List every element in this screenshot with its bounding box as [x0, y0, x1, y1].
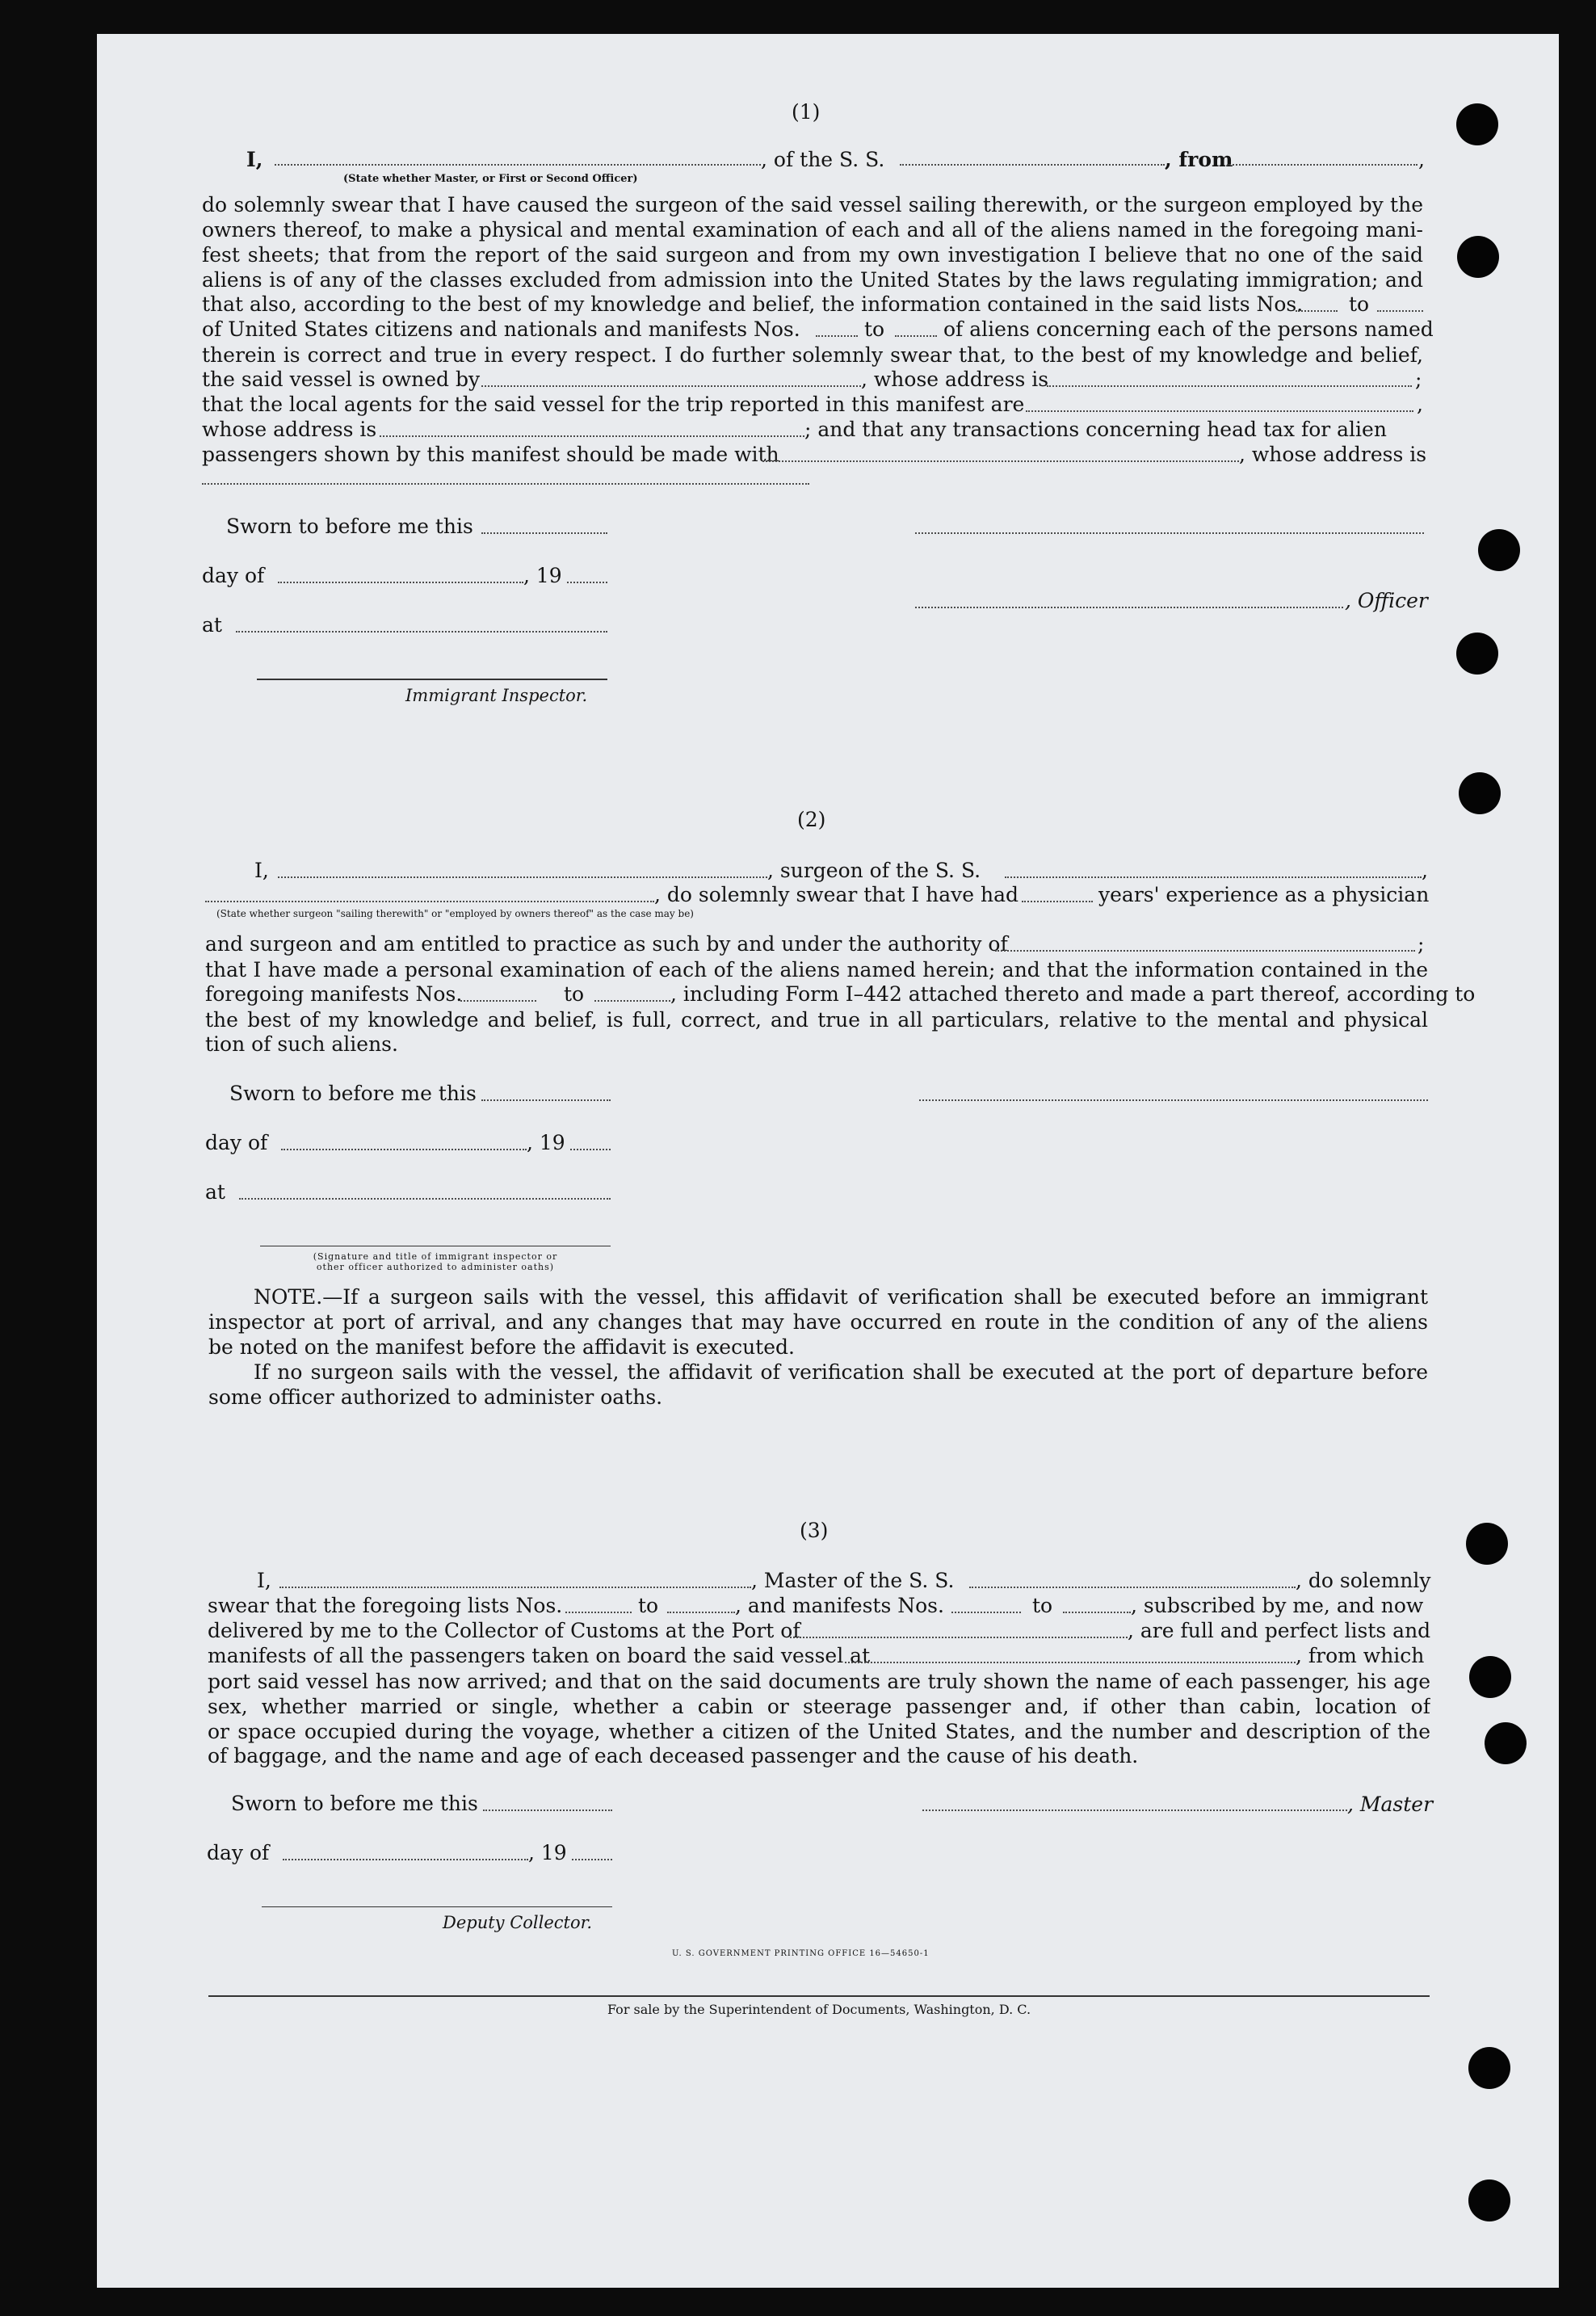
- punch-hole: [1466, 1523, 1508, 1565]
- text-line: NOTE.—If a surgeon sails with the vessel, this affidavit of verification shall be executed before an immigrant: [254, 1285, 1428, 1309]
- field-list-from[interactable]: [1296, 310, 1338, 312]
- field-ship-name[interactable]: [969, 1587, 1296, 1588]
- field-from-port[interactable]: [1227, 164, 1418, 166]
- field-surgeon-status[interactable]: [205, 901, 654, 902]
- label: , 19: [527, 1131, 565, 1154]
- punch-hole: [1468, 2047, 1510, 2089]
- field-signature[interactable]: [919, 1099, 1428, 1101]
- label: foregoing manifests Nos.: [205, 982, 463, 1006]
- label: , 19: [523, 564, 562, 587]
- label: Sworn to before me this: [231, 1792, 478, 1815]
- field-owner-address[interactable]: [1047, 385, 1412, 387]
- field-authority[interactable]: [995, 950, 1415, 952]
- field-note: other officer authorized to administer oaths): [316, 1262, 555, 1272]
- paragraph-note: [208, 1284, 1428, 1410]
- label: ; and that any transactions concerning head tax for alien: [804, 418, 1387, 441]
- field-master-signature[interactable]: [922, 1810, 1347, 1811]
- field-manifest-from[interactable]: [951, 1612, 1021, 1613]
- field-contact-address[interactable]: [202, 483, 809, 485]
- paragraph-oath: [208, 1669, 1430, 1744]
- label: to: [564, 982, 585, 1006]
- field-signature[interactable]: [915, 532, 1424, 534]
- paragraph-oath: [205, 957, 1428, 982]
- signature-line[interactable]: [262, 1906, 612, 1907]
- field-sworn-day[interactable]: [481, 532, 607, 534]
- punch-hole: [1478, 529, 1520, 571]
- field-owner[interactable]: [481, 385, 861, 387]
- text-line: tion of such aliens.: [205, 1032, 398, 1056]
- label: , subscribed by me, and now: [1131, 1594, 1424, 1617]
- label: to: [1349, 292, 1370, 316]
- section-number: (3): [800, 1519, 829, 1542]
- label: to: [1032, 1594, 1053, 1617]
- printer-imprint: U. S. GOVERNMENT PRINTING OFFICE 16—54650-1: [672, 1949, 930, 1958]
- punch-hole: [1459, 772, 1501, 814]
- text-line: sex, whether married or single, whether a cabin or steerage passenger and, if other than cabin, location of: [208, 1695, 1430, 1718]
- text-line: therein is correct and true in every respect. I do further solemnly swear that, to the best of my knowledge and belief,: [202, 343, 1423, 367]
- field-month[interactable]: [281, 1149, 527, 1150]
- text-line: that also, according to the best of my knowledge and belief, the information contained in the said lists Nos.: [202, 292, 1304, 316]
- punch-hole: [1456, 103, 1498, 145]
- section-number: (1): [792, 100, 821, 124]
- field-list-from[interactable]: [565, 1612, 632, 1613]
- label: , of the S. S.: [761, 148, 885, 171]
- field-local-agents[interactable]: [1026, 410, 1413, 412]
- label: , Officer: [1345, 589, 1428, 612]
- field-list-to[interactable]: [667, 1612, 735, 1613]
- label: years' experience as a physician: [1098, 883, 1430, 906]
- field-years[interactable]: [1022, 901, 1093, 902]
- field-officer-signature[interactable]: [915, 607, 1343, 608]
- text-line: of baggage, and the name and age of each deceased passenger and the cause of his death.: [208, 1744, 1139, 1767]
- field-manifest-to[interactable]: [594, 1000, 670, 1002]
- field-month[interactable]: [283, 1859, 528, 1860]
- text-line: of aliens concerning each of the persons named: [943, 317, 1434, 341]
- label: , 19: [528, 1841, 567, 1864]
- field-master-name[interactable]: [279, 1587, 751, 1588]
- text-line: some officer authorized to administer oaths.: [208, 1385, 663, 1409]
- field-year[interactable]: [567, 582, 607, 583]
- sale-notice: For sale by the Superintendent of Documents, Washington, D. C.: [607, 2002, 1031, 2017]
- field-month[interactable]: [278, 582, 523, 583]
- label: Sworn to before me this: [226, 515, 473, 538]
- label: ,: [1418, 148, 1425, 171]
- label: Sworn to before me this: [229, 1082, 477, 1105]
- label: , from which: [1296, 1644, 1425, 1667]
- label: delivered by me to the Collector of Customs at the Port of: [208, 1619, 800, 1642]
- field-place[interactable]: [239, 1198, 611, 1200]
- field-manifest-from[interactable]: [816, 335, 858, 337]
- field-year[interactable]: [572, 1859, 612, 1860]
- label: , Master of the S. S.: [751, 1569, 955, 1592]
- field-year[interactable]: [570, 1149, 611, 1150]
- field-ship-name[interactable]: [900, 164, 1165, 166]
- label: at: [205, 1180, 225, 1204]
- field-place[interactable]: [236, 631, 607, 633]
- label: , including Form I–442 attached thereto and made a part thereof, according to: [670, 982, 1476, 1006]
- label: , do solemnly swear that I have had: [654, 883, 1019, 906]
- punch-hole: [1468, 2179, 1510, 2221]
- text-line: the best of my knowledge and belief, is full, correct, and true in all particulars, relative to the mental and physical: [205, 1008, 1428, 1032]
- text-line: If no surgeon sails with the vessel, the affidavit of verification shall be executed at the port of departure before: [254, 1360, 1428, 1384]
- label: , surgeon of the S. S.: [767, 859, 981, 882]
- label: swear that the foregoing lists Nos.: [208, 1594, 563, 1617]
- label: the said vessel is owned by: [202, 368, 481, 391]
- punch-hole: [1469, 1656, 1511, 1698]
- label: and surgeon and am entitled to practice as such by and under the authority of: [205, 932, 1008, 956]
- text-line: do solemnly swear that I have caused the surgeon of the said vessel sailing therewith, or the surgeon employed by the: [202, 193, 1423, 216]
- label: , and manifests Nos.: [735, 1594, 944, 1617]
- paragraph-oath: [205, 1007, 1428, 1032]
- label: ,: [1417, 393, 1423, 416]
- label: , whose address is: [1239, 443, 1427, 466]
- label: day of: [205, 1131, 268, 1154]
- text-line: inspector at port of arrival, and any changes that may have occurred en route in the condition of any of the aliens: [208, 1310, 1428, 1334]
- label: I,: [254, 859, 269, 882]
- label: to: [864, 317, 885, 341]
- label: ;: [1418, 932, 1425, 956]
- text-line: fest sheets; that from the report of the said surgeon and from my own investigation I believe that no one of the said: [202, 243, 1423, 267]
- label: ,: [1422, 859, 1428, 882]
- label: Immigrant Inspector.: [405, 686, 588, 705]
- field-port[interactable]: [790, 1637, 1128, 1638]
- label: whose address is: [202, 418, 377, 441]
- field-head-tax-contact[interactable]: [762, 460, 1239, 462]
- field-sworn-day[interactable]: [481, 1099, 611, 1101]
- punch-hole: [1485, 1722, 1527, 1764]
- label: I,: [246, 148, 263, 171]
- section-number: (2): [797, 808, 826, 831]
- text-line: port said vessel has now arrived; and that on the said documents are truly shown the name of each passenger, his age: [208, 1670, 1430, 1693]
- label: , whose address is: [861, 368, 1049, 391]
- text-line: that I have made a personal examination of each of the aliens named herein; and that the information contained in the: [205, 958, 1428, 981]
- field-embark-port[interactable]: [845, 1662, 1296, 1663]
- label: Deputy Collector.: [443, 1913, 593, 1932]
- label: day of: [202, 564, 265, 587]
- field-note: (State whether Master, or First or Second Officer): [343, 173, 638, 185]
- text-line: or space occupied during the voyage, whether a citizen of the United States, and the number and description of the: [208, 1720, 1430, 1743]
- text-line: owners thereof, to make a physical and mental examination of each and all of the aliens named in the foregoing mani-: [202, 218, 1423, 242]
- label: , Master: [1347, 1793, 1434, 1816]
- label: , from: [1165, 148, 1233, 171]
- paragraph-oath: [202, 343, 1423, 368]
- label: that the local agents for the said vessel for the trip reported in this manifest are: [202, 393, 1025, 416]
- field-agent-address[interactable]: [380, 435, 804, 437]
- label: to: [638, 1594, 659, 1617]
- field-ship-name[interactable]: [1005, 876, 1422, 878]
- label: I,: [257, 1569, 271, 1592]
- field-manifest-to[interactable]: [1063, 1612, 1131, 1613]
- label: at: [202, 613, 222, 637]
- text-line: aliens is of any of the classes excluded from admission into the United States by the laws regulating immigration; and: [202, 268, 1423, 292]
- label: manifests of all the passengers taken on board the said vessel at: [208, 1644, 871, 1667]
- field-list-to[interactable]: [1377, 310, 1423, 312]
- field-manifest-to[interactable]: [895, 335, 937, 337]
- label: day of: [207, 1841, 270, 1864]
- field-note: (State whether surgeon "sailing therewith" or "employed by owners thereof" as the case may be): [216, 908, 694, 919]
- label: , do solemnly: [1296, 1569, 1431, 1592]
- label: passengers shown by this manifest should be made with: [202, 443, 779, 466]
- signature-line[interactable]: [257, 679, 607, 680]
- paragraph-oath: [202, 192, 1423, 292]
- label: , are full and perfect lists and: [1128, 1619, 1431, 1642]
- punch-hole: [1457, 236, 1499, 278]
- field-sworn-day[interactable]: [483, 1810, 612, 1811]
- text-line: be noted on the manifest before the affidavit is executed.: [208, 1335, 795, 1359]
- field-surgeon-name[interactable]: [278, 876, 767, 878]
- field-officer-name[interactable]: [275, 164, 761, 166]
- field-note: (Signature and title of immigrant inspector or: [313, 1251, 558, 1262]
- field-manifest-from[interactable]: [460, 1000, 536, 1002]
- label: ;: [1415, 368, 1422, 391]
- punch-hole: [1456, 633, 1498, 675]
- text-line: of United States citizens and nationals and manifests Nos.: [202, 317, 800, 341]
- footer-rule: [208, 1995, 1430, 1997]
